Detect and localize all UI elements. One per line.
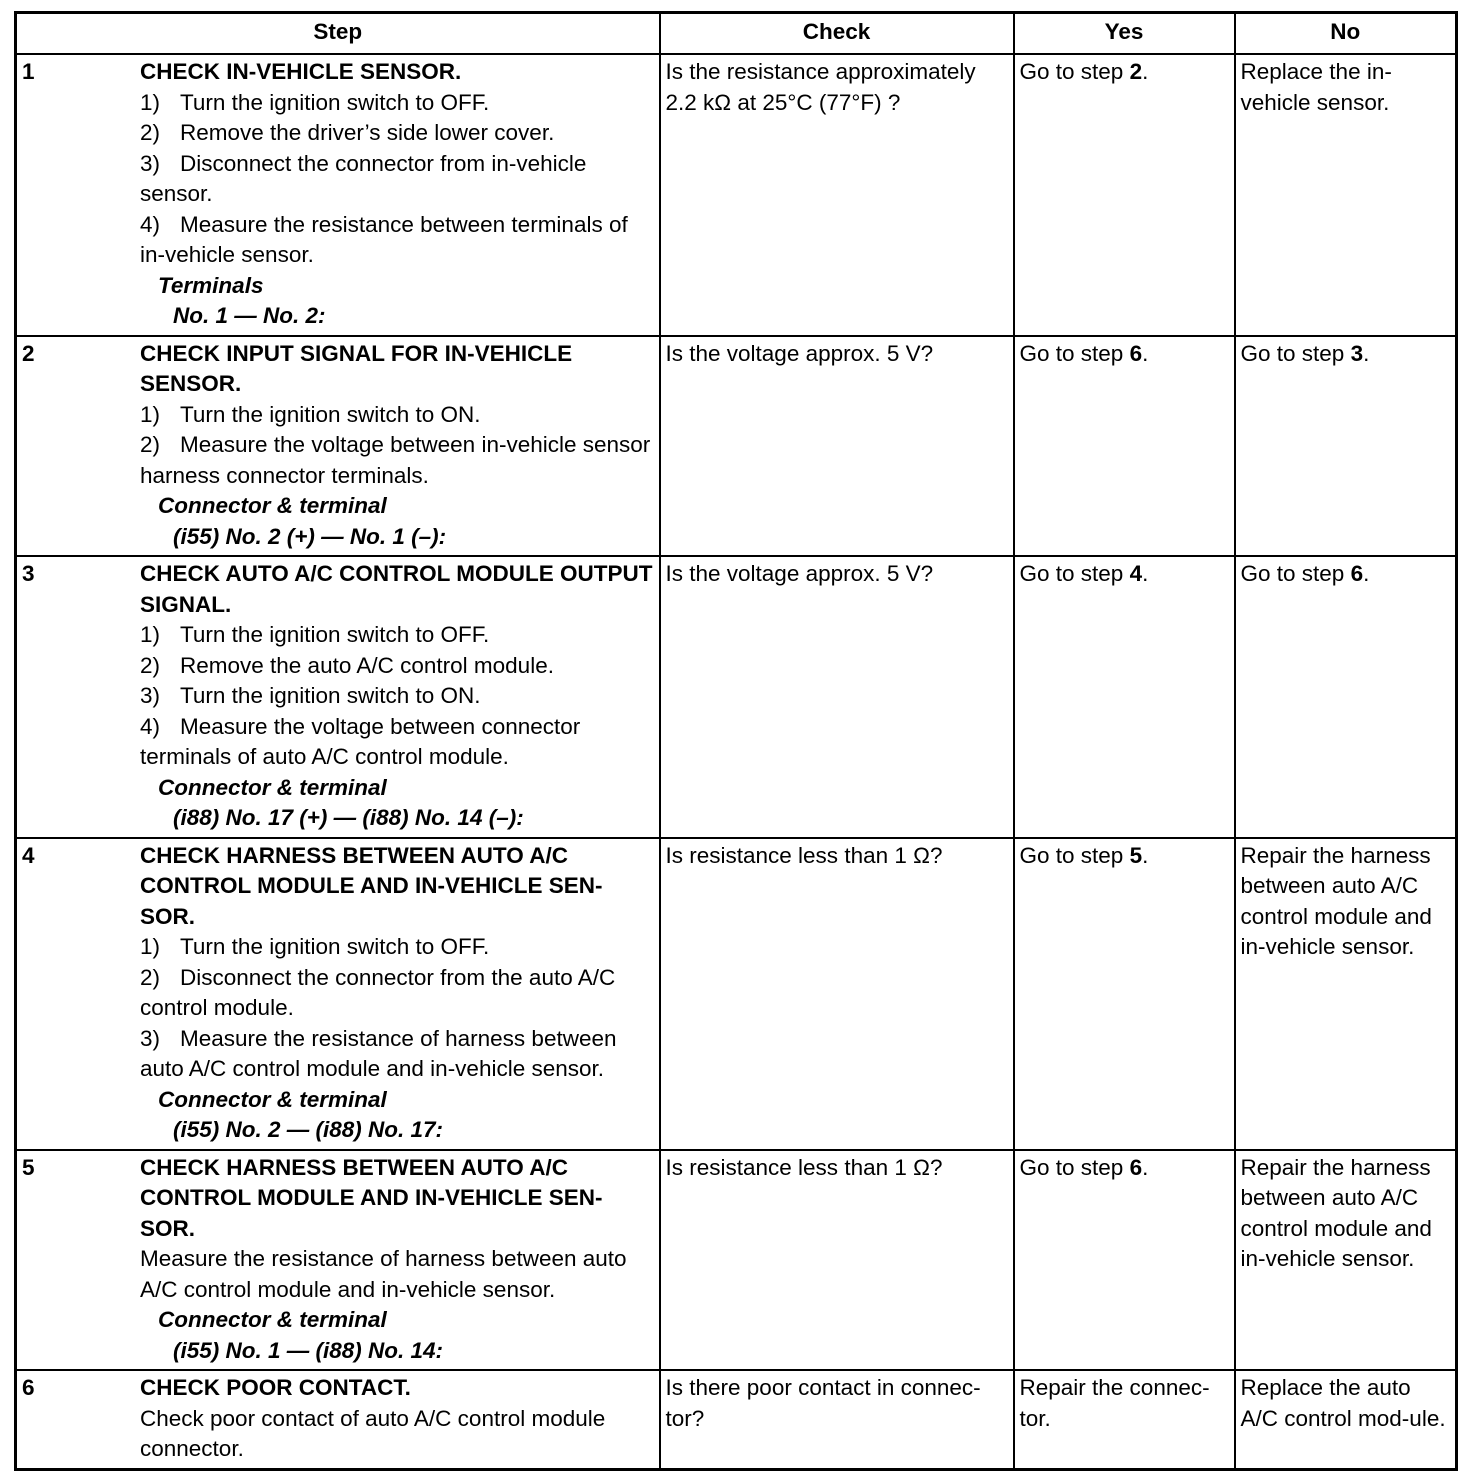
header-no: No (1235, 13, 1457, 55)
table-row (16, 838, 1457, 1150)
check-cell: Is the voltage approx. 5 V? (660, 556, 1014, 838)
spec-value: No. 1 — No. 2: (173, 303, 326, 328)
step-number: 2 (22, 340, 35, 366)
instruction: 1) Turn the ignition switch to OFF. (140, 622, 490, 647)
instruction: Check poor contact of auto A/C control module connector. (140, 1405, 606, 1461)
spec-label: Connector & terminal (158, 493, 387, 518)
instruction: 3) Disconnect the connector from in-vehicle sensor. (140, 150, 587, 206)
table-row (16, 54, 1457, 336)
step-cell (16, 54, 660, 336)
instruction: 2) Measure the voltage between in-vehicle sensor harness connector terminals. (140, 432, 651, 488)
step-number: 3 (22, 561, 35, 586)
diagnostic-procedure-table (14, 11, 1458, 1471)
no-cell: Go to step 6. (1235, 556, 1457, 838)
header-step: Step (16, 13, 660, 55)
instruction: Measure the resistance of harness between auto A/C control module and in-vehicle sensor. (140, 1246, 627, 1302)
no-cell: Replace the in-vehicle sensor. (1235, 54, 1457, 336)
header-yes: Yes (1014, 13, 1235, 55)
table-row (16, 1150, 1457, 1371)
step-number: 6 (22, 1375, 35, 1400)
instruction: 1) Turn the ignition switch to OFF. (140, 89, 490, 115)
step-cell (16, 1150, 660, 1371)
instruction: 2) Disconnect the connector from the auto A/C control module. (140, 964, 616, 1020)
spec-value: (i88) No. 17 (+) — (i88) No. 14 (–): (173, 805, 524, 830)
spec-value: (i55) No. 2 — (i88) No. 17: (173, 1117, 444, 1142)
yes-cell: Go to step 4. (1014, 556, 1235, 838)
check-cell: Is resistance less than 1 Ω? (660, 1150, 1014, 1371)
check-cell: Is the voltage approx. 5 V? (660, 336, 1014, 557)
step-number: 4 (22, 842, 35, 868)
instruction: 1) Turn the ignition switch to OFF. (140, 934, 490, 959)
yes-cell: Go to step 6. (1014, 336, 1235, 557)
spec-label: Terminals (158, 272, 264, 298)
step-cell (16, 336, 660, 557)
yes-cell: Go to step 2. (1014, 54, 1235, 336)
instruction: 4) Measure the voltage between connector terminals of auto A/C control module. (140, 713, 581, 769)
step-cell (16, 838, 660, 1150)
no-cell: Replace the auto A/C control mod-ule. (1235, 1370, 1457, 1469)
header-check: Check (660, 13, 1014, 55)
check-cell: Is the resistance approximately 2.2 kΩ at 25°C (77°F) ? (660, 54, 1014, 336)
header-row (16, 13, 1457, 55)
step-title: CHECK HARNESS BETWEEN AUTO A/C CONTROL MODULE AND IN-VEHICLE SEN-SOR. (140, 842, 603, 929)
no-cell: Repair the harness between auto A/C control module and in-vehicle sensor. (1235, 1150, 1457, 1371)
step-title: CHECK HARNESS BETWEEN AUTO A/C CONTROL MODULE AND IN-VEHICLE SEN-SOR. (140, 1154, 603, 1241)
step-title: CHECK POOR CONTACT. (140, 1375, 411, 1400)
spec-value: (i55) No. 1 — (i88) No. 14: (173, 1337, 444, 1363)
step-number: 1 (22, 59, 35, 84)
spec-label: Connector & terminal (158, 1307, 387, 1332)
instruction: 2) Remove the driver’s side lower cover. (140, 120, 555, 145)
spec-value: (i55) No. 2 (+) — No. 1 (–): (173, 523, 447, 549)
step-number: 5 (22, 1154, 35, 1180)
instruction: 1) Turn the ignition switch to ON. (140, 401, 481, 427)
spec-label: Connector & terminal (158, 1086, 387, 1112)
step-title: CHECK AUTO A/C CONTROL MODULE OUTPUT SIGNAL. (140, 561, 653, 617)
spec-label: Connector & terminal (158, 774, 387, 800)
instruction: 3) Measure the resistance of harness between auto A/C control module and in-vehicle sensor. (140, 1025, 617, 1081)
yes-cell: Repair the connec-tor. (1014, 1370, 1235, 1469)
instruction: 4) Measure the resistance between terminals of in-vehicle sensor. (140, 211, 628, 267)
yes-cell: Go to step 6. (1014, 1150, 1235, 1371)
instruction: 2) Remove the auto A/C control module. (140, 652, 554, 678)
no-cell: Repair the harness between auto A/C control module and in-vehicle sensor. (1235, 838, 1457, 1150)
instruction: 3) Turn the ignition switch to ON. (140, 683, 481, 708)
check-cell: Is resistance less than 1 Ω? (660, 838, 1014, 1150)
table-row (16, 1370, 1457, 1469)
table-row (16, 556, 1457, 838)
no-cell: Go to step 3. (1235, 336, 1457, 557)
step-title: CHECK IN-VEHICLE SENSOR. (140, 59, 462, 84)
step-cell (16, 556, 660, 838)
step-cell (16, 1370, 660, 1469)
yes-cell: Go to step 5. (1014, 838, 1235, 1150)
check-cell: Is there poor contact in connec-tor? (660, 1370, 1014, 1469)
step-title: CHECK INPUT SIGNAL FOR IN-VEHICLE SENSOR. (140, 340, 573, 396)
table-row (16, 336, 1457, 557)
